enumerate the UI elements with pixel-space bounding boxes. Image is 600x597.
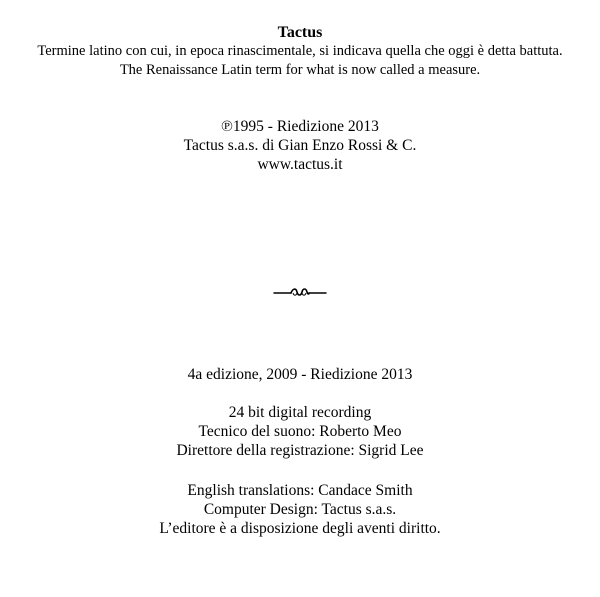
scroll-ornament-icon bbox=[273, 285, 327, 299]
recording-format-line: 24 bit digital recording bbox=[228, 404, 372, 421]
publisher-line: Tactus s.a.s. di Gian Enzo Rossi & C. bbox=[183, 137, 417, 154]
recording-director-line: Direttore della registrazione: Sigrid Lee bbox=[176, 442, 424, 459]
sound-engineer-line: Tecnico del suono: Roberto Meo bbox=[198, 423, 402, 440]
website-line: www.tactus.it bbox=[257, 156, 343, 173]
edition-line: 4a edizione, 2009 - Riedizione 2013 bbox=[187, 366, 413, 383]
description-english: The Renaissance Latin term for what is now called a measure. bbox=[119, 62, 481, 78]
description-italian: Termine latino con cui, in epoca rinascimentale, si indicava quella che oggi è detta battuta. bbox=[37, 43, 563, 59]
copyright-line: ℗1995 - Riedizione 2013 bbox=[221, 118, 379, 135]
page-title: Tactus bbox=[277, 24, 323, 41]
rights-notice-line: L’editore è a disposizione degli aventi diritto. bbox=[159, 520, 441, 537]
design-credit-line: Computer Design: Tactus s.a.s. bbox=[203, 501, 397, 518]
translations-credit-line: English translations: Candace Smith bbox=[187, 482, 413, 499]
